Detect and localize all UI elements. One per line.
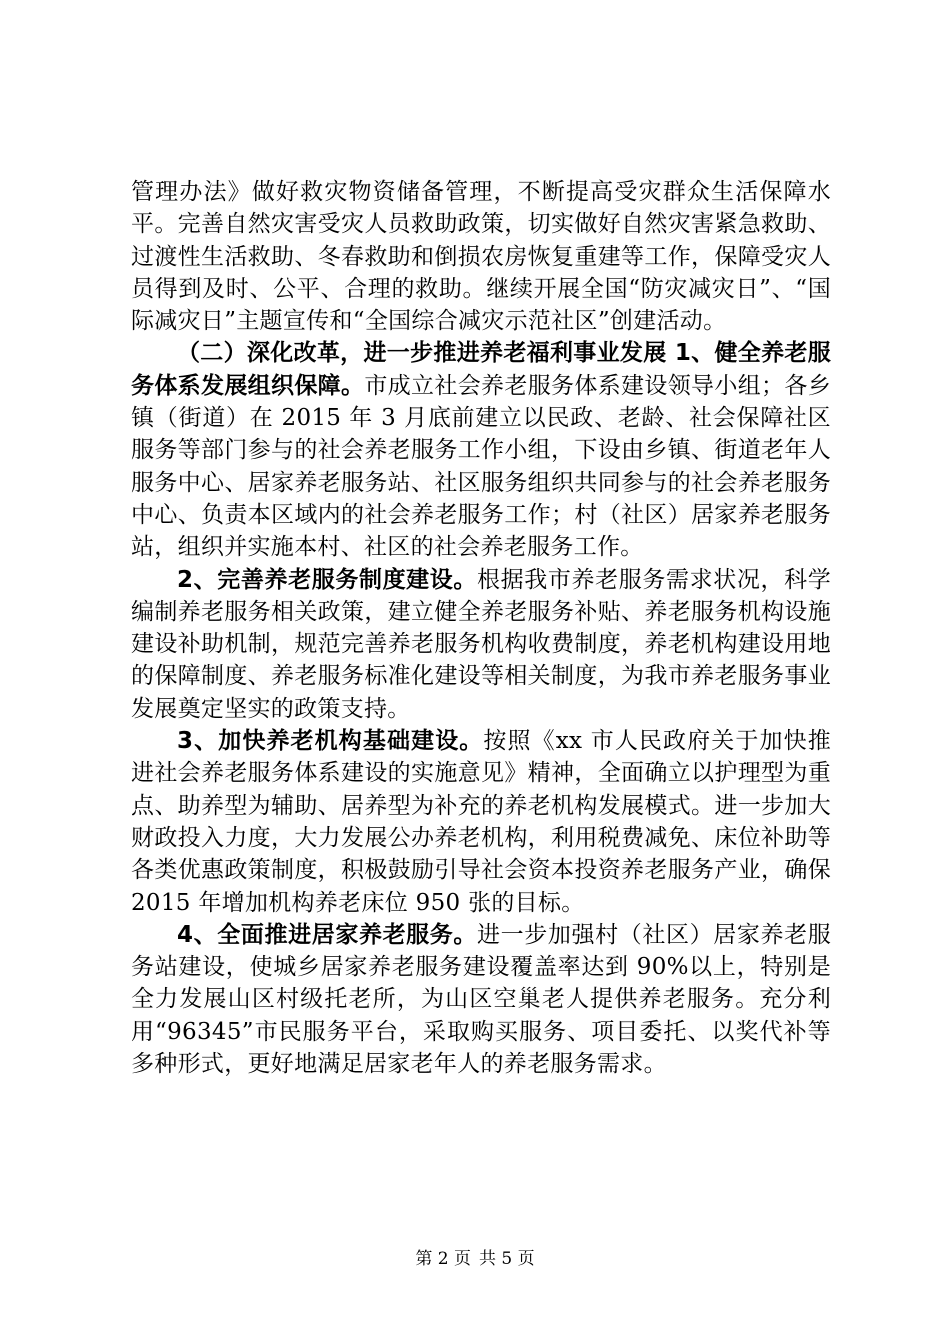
paragraph-heading: 4、全面推进居家养老服务。: [177, 921, 478, 948]
paragraph-text: 按照《xx 市人民政府关于加快推进社会养老服务体系建设的实施意见》精神，全面确立以护理型为重点、助养型为辅助、居养型为补充的养老机构发展模式。进一步加大财政投入力度，大力发展公办养老机构，利用税费减免、床位补助等各类优惠政策制度，积极鼓励引导社会资本投资养老服务产业，确保 2015 年增加机构养老床位 950 张的目标。: [131, 728, 831, 916]
document-body: [131, 176, 831, 1080]
paragraph-elderly-institutions: [131, 725, 831, 919]
paragraph-elderly-org: [131, 337, 831, 563]
paragraph-text: 根据我市养老服务需求状况，科学编制养老服务相关政策，建立健全养老服务补贴、养老服务机构设施建设补助机制，规范完善养老服务机构收费制度，养老机构建设用地的保障制度、养老服务标准化建设等相关制度，为我市养老服务事业发展奠定坚实的政策支持。: [131, 566, 832, 722]
page-number: 第 2 页: [415, 1249, 471, 1269]
page-total: 共 5 页: [479, 1249, 535, 1269]
paragraph-elderly-system: [131, 564, 831, 725]
paragraph-heading: 3、加快养老机构基础建设。: [177, 728, 484, 755]
paragraph-text: 管理办法》做好救灾物资储备管理，不断提高受灾群众生活保障水平。完善自然灾害受灾人员救助政策，切实做好自然灾害紧急救助、过渡性生活救助、冬春救助和倒损农房恢复重建等工作，保障受灾人员得到及时、公平、合理的救助。继续开展全国“防灾减灾日”、“国际减灾日”主题宣传和“全国综合减灾示范社区”创建活动。: [131, 179, 831, 335]
paragraph-disaster-relief: [131, 176, 831, 337]
paragraph-home-care: [131, 919, 831, 1080]
paragraph-heading: （二）深化改革，进一步推进养老福利事业发展 1、健全养老服务体系发展组织保障。: [131, 340, 831, 399]
paragraph-text: 市成立社会养老服务体系建设领导小组；各乡镇（街道）在 2015 年 3 月底前建立以民政、老龄、社会保障社区服务等部门参与的社会养老服务工作小组，下设由乡镇、街道老年人服务中心、居家养老服务站、社区服务组织共同参与的社会养老服务中心、负责本区域内的社会养老服务工作；村（社区）居家养老服务站，组织并实施本村、社区的社会养老服务工作。: [131, 372, 832, 561]
paragraph-text: 进一步加强村（社区）居家养老服务站建设，使城乡居家养老服务建设覆盖率达到 90%以上，特别是全力发展山区村级托老所，为山区空巢老人提供养老服务。充分利用“96345”市民服务平台，采取购买服务、项目委托、以奖代补等多种形式，更好地满足居家老年人的养老服务需求。: [131, 921, 832, 1078]
paragraph-heading: 2、完善养老服务制度建设。: [177, 566, 478, 593]
page-footer: [0, 1244, 950, 1269]
